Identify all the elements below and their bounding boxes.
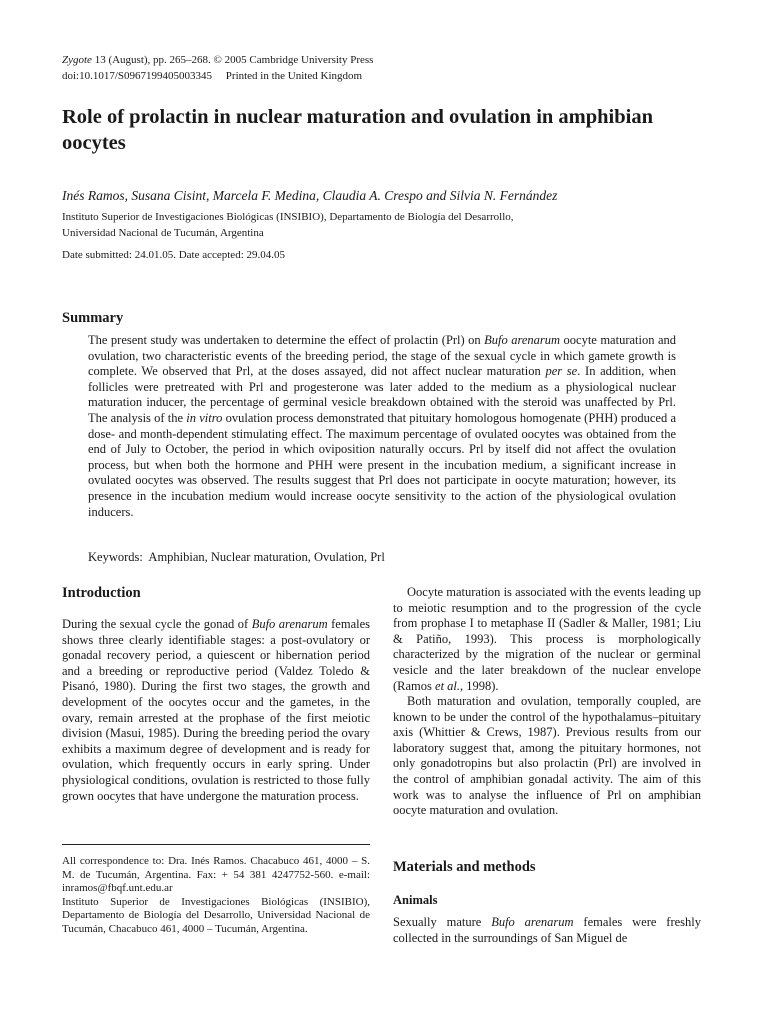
correspondence-footnote: All correspondence to: Dra. Inés Ramos. Chacabuco 461, 4000 – S. M. de Tucumán, Argentina. Fax: + 54 381 4247752-560. e-mail: inramos@fbqf.unt.edu.ar Instituto Superior de Investigaciones Biológicas (INSIBIO), Departamento de Biología del Desarrollo, Universidad Nacional de Tucumán, Chacabuco 461, 4000 – Tucumán, Argentina. — [62, 855, 370, 935]
keywords: Keywords: Amphibian, Nuclear maturation, Ovulation, Prl — [88, 550, 385, 564]
animals-paragraph: Sexually mature Bufo arenarum females were freshly collected in the surroundings of San Miguel de — [393, 915, 702, 945]
journal-header — [62, 52, 373, 84]
affiliation: Instituto Superior de Investigaciones Biológicas (INSIBIO), Departamento de Biología del Desarrollo, Universidad Nacional de Tucumán, Argentina — [62, 211, 514, 239]
introduction-heading: Introduction — [62, 585, 141, 601]
footnote-divider — [62, 844, 370, 845]
maturation-paragraph: Oocyte maturation is associated with the events leading up to meiotic resumption and to the progression of the cycle from prophase I to metaphase II (Sadler & Maller, 1981; Liu & Patiño, 1993). This process is morphologically characterized by the migration of the nuclear or germinal vesicle and the later breakdown of the nuclear envelope (Ramos et al., 1998). — [393, 585, 701, 693]
control-paragraph: Both maturation and ovulation, temporally coupled, are known to be under the control of the hypothalamus–pituitary axis (Whittier & Crews, 1987). Previous results from our laboratory suggest that, among the pituitary hormones, not only gonadotropins but also prolactin (Prl) are involved in the control of amphibian gonadal activity. The aim of this work was to analyse the influence of Prl on amphibian oocyte maturation and ovulation. — [393, 694, 701, 818]
materials-methods-heading: Materials and methods — [393, 859, 536, 875]
summary-text: The present study was undertaken to determine the effect of prolactin (Prl) on Bufo arenarum oocyte maturation and ovulation, two characteristic events of the breeding period, the stage of the sexual cycle in which gamete growth is complete. We observed that Prl, at the doses assayed, did not affect nuclear maturation per se. In addition, when follicles were pretreated with Prl and progesterone was later added to the medium as a physiological nuclear maturation inducer, the percentage of germinal vesicle breakdown obtained with the steroid was unaffected by Prl. The analysis of the in vitro ovulation process demonstrated that pituitary homologous homogenate (PHH) produced a dose- and month-dependent stimulating effect. The maximum percentage of ovulated oocytes was obtained from the end of July to October, the period in which oviposition naturally occurs. Prl by itself did not affect the ovulation process, but when both the hormone and PHH were present in the incubation medium, a significant increase in ovulated oocytes was observed. The results suggest that Prl does not participate in oocyte maturation; however, its presence in the incubation medium would increase oocyte sensitivity to the action of the physiological ovulation inducers. — [88, 333, 677, 519]
journal-citation: Zygote 13 (August), pp. 265–268. © 2005 Cambridge University Press — [62, 54, 374, 66]
paper-title: Role of prolactin in nuclear maturation and ovulation in amphibian oocytes — [62, 106, 653, 154]
doi-line: doi:10.1017/S0967199405003345 Printed in the United Kingdom — [62, 70, 363, 82]
submission-dates: Date submitted: 24.01.05. Date accepted: 29.04.05 — [62, 249, 285, 261]
summary-heading: Summary — [62, 310, 124, 326]
introduction-paragraph: During the sexual cycle the gonad of Bufo arenarum females shows three clearly identifiable stages: a post-ovulatory or gonadal recovery period, a quiescent or hibernation period and a breeding or reproductive period (Valdez Toledo & Pisanó, 1980). During the first two stages, the growth and development of the oocytes occur and the gametes, in the ovary, remain arrested at the prophase of the first meiotic division (Masui, 1985). During the breeding period the ovary exhibits a maximum degree of development and is ready for ovulation, which frequently occurs in early spring. Under physiological conditions, ovulation is restricted to those fully grown oocytes that have undergone the maturation process. — [62, 617, 371, 803]
animals-subheading: Animals — [393, 893, 438, 907]
author-list: Inés Ramos, Susana Cisint, Marcela F. Medina, Claudia A. Crespo and Silvia N. Fernández — [62, 188, 558, 203]
